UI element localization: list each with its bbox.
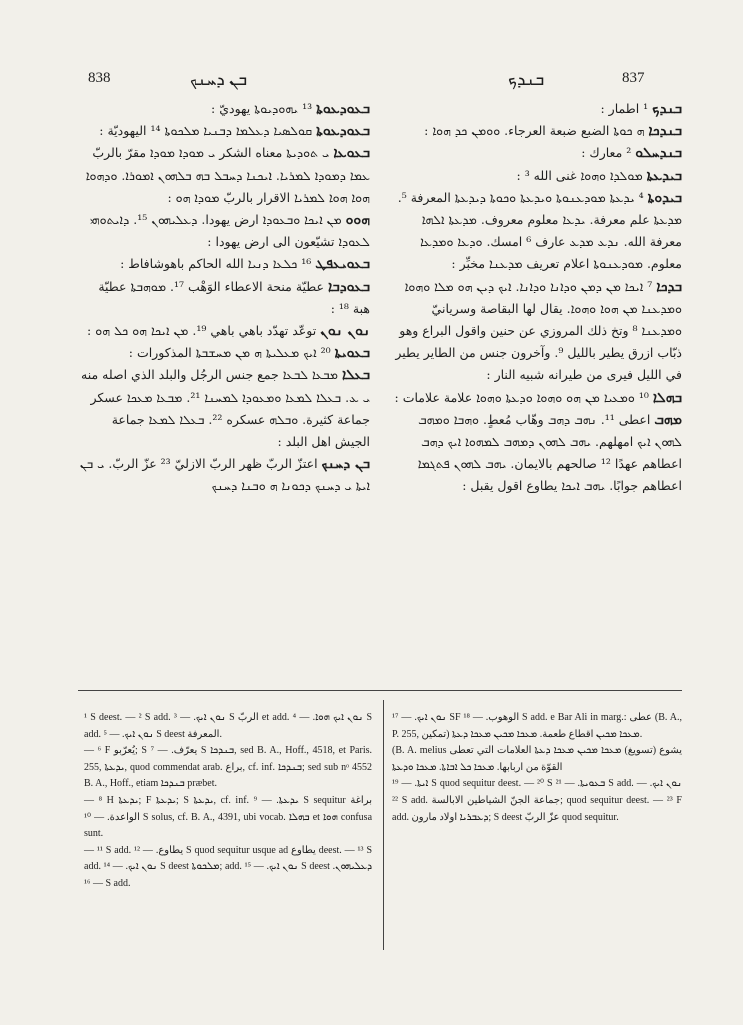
entry-text: ¹⁰ ܘܡܥܝܐ ܡܢ ܗܘ ܘܗܘܐ ܘܕܥܬܐ ܘܗܘܐ علامة علامات :	[394, 389, 649, 405]
entry-text: ⁴ ܝܕܥܬܐ ܡܘܕܥܢܘܬܐ ܘܝܕܥܬܐ ܘܟܘܬܐ ܕܝܕܥܬܐ المعرفة ⁵. ܡܕܥܬܐ علم معرفة. ܝܕܥܐ معلوم معروف. ܡܕܥܬܐ ܐܠܗܐ معرفة الله. ܢܕܥ ܡܕܥ عارف ⁶ امسك. ܘܕܥܐ ܘܡܕܥܐ معلوم. ܡܘܕܥܢܘܬܐ اعلام تعريف ܡܕܥܢܐ مخبِّر :	[397, 189, 682, 272]
entry-text: عطيّة منحة الاعطاء الوَهْب ¹⁷. ܡܘܗܒܬܐ عطيّة هبة ¹⁸ :	[98, 278, 370, 316]
footnote-paragraph: — ⁸ H ܝܕܥܬܐ; F ܝܕܥܬܐ; S ܝܕܥܬܐ, cf. inf. ܝܕܥܬܐ. — ⁹ S sequitur براغة الواعدة. — ¹⁰ S solus, cf. B. A., 4391, ubi vocab. ܒܗܠܐ et ܗܘܐ confusa sunt.	[84, 794, 373, 840]
headword: ܡܗܒ	[654, 411, 682, 428]
dictionary-entry	[78, 253, 370, 275]
footnote-column-divider	[383, 700, 384, 950]
footnote-paragraph: — ⁶ F يُعرّبو; S يعرّف. — ⁷ S ܒܢܕܟܐ, sed B. A., Hoff., 4518, et Paris. 255, ܝܕܥܬܐ, quod commendat arab. براع, cf. inf. ܒܢܕܟܐ; sed sub nᵒ 4552 B. A., Hoff., etiam ܒܢܕܟܐ præbet.	[84, 745, 373, 790]
left-page-number: 838	[88, 70, 111, 86]
entry-text: ¹³ ܝܗܘܕܝܘܬܐ يهوديّ :	[211, 101, 313, 116]
entry-text: اعطى ¹¹. ܢܗܒ ܕܗܒ وهّاب مُعطٍ. ܘܗܒܐ ܘܡܗܒ ܠܗܘܢ ܐܝܟ امهلهم. ܝܗܒ ܠܗܘܢ ܕܡܗܒ ܠܡܗܘܐ ܐܝܟ ܕܗܒ اعطاهم عهدًا ¹² صالحهم بالايمان. ܝܗܒ ܠܗܘܢ ܦܬܓܡܐ اعطاهم جوابًا. ܝܗܒ ܐܝܟܐ يطاوع اقول يقبل :	[417, 411, 682, 494]
headword: ܒܥܘܕܒܐ	[328, 278, 370, 295]
headword: ܢܘܢ ܢܘܢ	[320, 323, 370, 340]
left-running-title: ܒܢ ܕܚܢܟ	[190, 70, 248, 89]
dictionary-entry	[392, 387, 682, 409]
dictionary-entry	[392, 187, 682, 276]
dictionary-entry	[78, 142, 370, 209]
entry-text: ⁷ ܐܝܟܐ ܡܢ ܕܡܢ ܘܕܐܢܐ ܘܕܐܢܐ. ܐܝܟ ܕܝܢ ܗܘ ܡܠܐ ܘܗܘܐ ܘܡܕܥܢܐ ܡܢ ܗܘܐ ܘܗܘܐ. يقال لها البقاصة وسريانيّ ܘܡܕܥܢܐ ⁸ وتخ ذلك المروزي عن حنين واقول البراع وهو ذبّاب ازرق يطير بالليل ⁹. وآخرون جنس من الطاير يطير في الليل فيرى من طيرانه شبيه النار :	[395, 278, 682, 383]
footnote-paragraph: ܢܘܢ ܐܝܟ. — ¹⁷ SF الوهوب. — ¹⁸ S add. e Bar Ali in marg.: عطى (B. A., P. 255, تمكين) ܡܥܟܐ ܡܟܝܢ اقطاع طعمة. ܡܥܟܐ ܡܟܝܢ ܡܥܟܐ ܕܥܬܐ.	[392, 712, 682, 740]
footnote-paragraph: ܐܝܬܐ. — ¹⁹ S quod sequitur deest. — ²⁰ S ܒܥܘܝܬܐ. — ²¹ S add. ܢܘܢ ܐܝܟ. — ²² S add. جماعة الجنّ الشياطين الابالسة; quod sequitur deest. — ²³ F add. ܕܥܒܪܝܐ اولاد مارون; S deest عزّ الربّ quod sequitur.	[392, 778, 682, 823]
dictionary-entry	[78, 120, 370, 142]
footnote-paragraph: — ¹¹ S add. يطاوع. — ¹² S quod sequitur usque ad يطاوع deest. — ¹³ S add. ܢܘܢ ܐܝܟ. — ¹⁴ S deest ܡܠܟܘܬܐ; add. ܢܘܢ ܐܝܟ. — ¹⁵ S deest ܕܥܠܝܗܘܢ. — ¹⁶ S add.	[84, 844, 373, 889]
dictionary-entry	[392, 276, 682, 387]
entry-text: اعتزّ الربّ ظهر الربّ الازليّ ²³ عزّ الربّ. ܝ ܒܢ ܐܝܬܐ ܝ ܕܚܢܟ ܕܟܘܢܐ ܗ ܘܒܢܐ ܕܚܢܟ	[79, 456, 370, 494]
dictionary-entry	[78, 276, 370, 320]
entry-text: ܝ ܬܘܕܝܬܐ معناه الشكر ܝ ܡܘܕܐ ܡܘܕܐ مقرّ بالربّ ܥܡܐ ܕܡܘܕܐ ܠܡܪܝܐ. ܐܝܟܢܐ ܕܚܒܠ ܒܗ ܒܠܗܘܢ ܐܡܘܪܐ. ܘܕܗܘܐ ܗܘܐ ܗܘܐ ܠܡܪܝܐ الاقرار بالربّ ܡܘܕܐ ܗܘ :	[85, 145, 370, 205]
headword: ܒܢܕܟ	[652, 101, 682, 117]
right-page-number: 837	[622, 70, 645, 86]
headword: ܒܢ ܕܚܢܟ	[321, 456, 370, 473]
dictionary-entry	[392, 98, 682, 120]
headword: ܒܥܘܕܥܘܬܐ	[316, 123, 370, 140]
dictionary-entry	[392, 409, 682, 498]
dictionary-entry	[392, 142, 682, 164]
dictionary-entry	[392, 120, 682, 142]
dictionary-entry	[78, 320, 370, 342]
entry-text: ¹ اطمار :	[600, 101, 649, 116]
entry-text: ܡܢ ܐܝܟܐ ܘܒܥܘܕܐ ارض يهودا. ܕܥܠܝܗܘܢ ¹⁵. ܕܐܝܬܘܗܝ ܠܥܘܕܐ تشيّعون الى ارض يهودا :	[90, 212, 370, 250]
dictionary-entry	[78, 98, 370, 120]
entry-text: ²⁰ ܐܝܟ ܡܥܠܝܬܐ ܗ ܡܢ ܡܚܫܒܬܐ المذكورات :	[128, 345, 331, 361]
headword: ܒܥܘܝܥܦܛ	[315, 256, 370, 273]
footnote-paragraph: (B. A. melius يشوع (تسويغ) ܡܥܟܐ ܡܟܝܢ ܡܥܟܐ ܕܥܬܐ العلامات التي تعطى القوّة من اربابها. ܡܥܟܐ ܟܠ ܐܒܐܬܐ. ܡܥܟܐ ܘܕܥܬܐ	[392, 745, 682, 773]
headword: ܒܕܟܐ	[656, 278, 682, 295]
dictionary-entry	[78, 209, 370, 253]
dictionary-entry	[78, 453, 370, 497]
entry-text: ܡܒܥܐ ܠܒܥܐ جمع جنس الرجُل والبلد الذي اصله منه ܝ ܥ. ܒܥܠܐ ܠܡܥܐ ܘܡܥܘܕܐ ܠܡܚܢܐ ²¹. ܡܒܥܐ ܡܥܟܐ عسكر جماعة كثيرة. ܘܒܠܗ عسكره ²². ܒܥܠܐ ܠܡܥܐ جماعة الجيش اهل البلد :	[81, 367, 370, 450]
headword: ܗܘܘ	[345, 212, 370, 229]
dictionary-entry	[78, 364, 370, 453]
headword: ܒܢܕܚܠܘ	[635, 145, 682, 162]
headword: ܒܥܘܥܐ	[333, 145, 370, 162]
headword: ܒܥܠܐ	[342, 367, 370, 384]
right-running-title: ܒܢܕܟ	[508, 70, 545, 89]
footnote-paragraph: ¹ S deest. — ² S add. ܢܘܢ ܐܝܟ. — ³ S الربّ et add. ܢܘܢ ܐܝܟ ܗܘܐ. — ⁴ S add. ܢܘܢ ܐܝܟ. — ⁵ S deest المعرفة.	[84, 712, 373, 740]
headword: ܒܢܕܟܐ	[648, 123, 682, 140]
footnote-separator-rule	[78, 690, 682, 691]
headword: ܒܝܕܘܬܐ	[647, 189, 682, 206]
right-column	[392, 98, 682, 498]
entry-text: ܡܘܠܕܐ ܘܗܘܐ غنى الله ³ :	[516, 167, 643, 183]
footnotes-left	[84, 710, 372, 893]
entry-text: توعّد تهدّد باهي باهي ¹⁹. ܡܢ ܐܝܟܐ ܗܘ ܟܠ ܗܘ :	[87, 323, 317, 339]
entry-text: ܩܘܠܣܝܐ ܕܥܠܡܐ ܕܒܢܝܐ ܡܠܟܘܬܐ ¹⁴ اليهوديّة :	[99, 123, 313, 139]
entry-text: ܗ ܟܘܬܐ الضبع ضبعة العرجاء. ܘܘܡܢ ܟܕ ܗܘܐ :	[424, 123, 645, 139]
entry-text: ² معارك :	[581, 145, 632, 161]
headword: ܒܗܠܐ	[652, 389, 682, 406]
headword: ܒܝܕܥܬܐ	[646, 167, 682, 184]
headword: ܒܥܘܕܥܘܬܐ	[316, 101, 370, 117]
footnotes-right	[392, 710, 682, 826]
dictionary-entry	[392, 165, 682, 187]
entry-text: ¹⁶ ܟܠܥܐ ܕܢܝܐ الله الحاكم باهوشافاط :	[120, 256, 312, 272]
dictionary-entry	[78, 342, 370, 364]
left-column	[78, 98, 370, 498]
headword: ܒܥܘܝܬܐ	[334, 345, 370, 362]
